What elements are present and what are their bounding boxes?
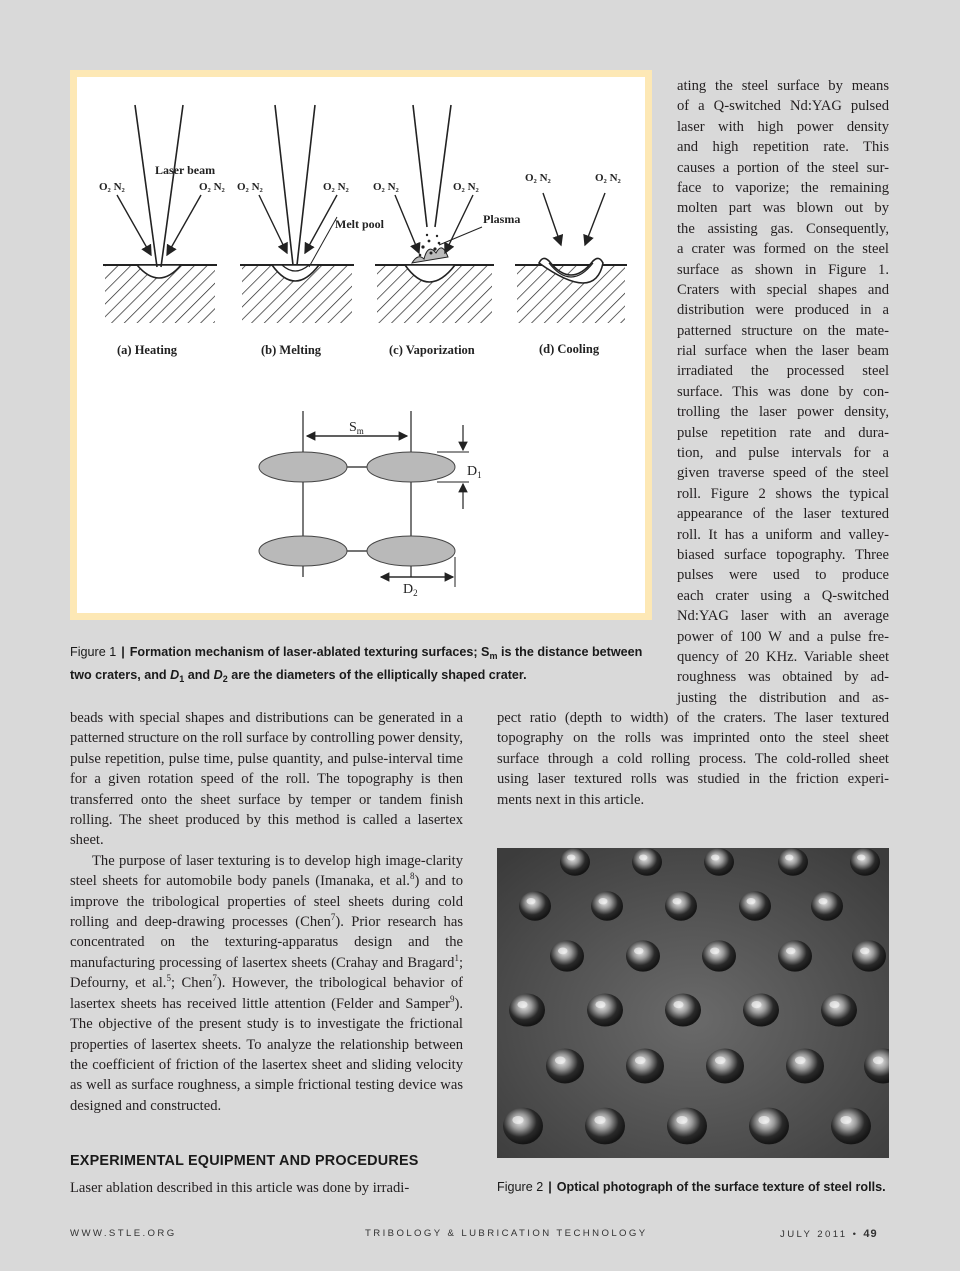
text-line: rial surface when the laser beam [677,343,889,360]
caption-separator: | [548,1180,552,1194]
plasma-label: Plasma [483,212,521,226]
gas-label: O₂ N₂ [525,172,551,184]
melting-label: (b) Melting [261,343,322,357]
caption-text: Formation mechanism of laser-ablated texturing surfaces; $S_m$ is the distance between two craters, and $D_1$ and $D_2$ are the diameters of the elliptically shaped crater. [70,645,643,684]
crater-highlight [860,948,870,955]
crater-spot [706,1049,744,1084]
crater-spot [667,1108,707,1145]
crater-highlight [594,1116,605,1124]
text-line: laser with high power density [677,118,889,135]
caption-label: Figure 2 [497,1180,544,1194]
crater-spot [585,1108,625,1145]
paragraph: beads with special shapes and distributions can be generated in a patterned structure on the roll surface by controlling power density, pulse repetition, pulse time, pulse quantity, and pulse-interval time for a given rotation speed of the roll. The topography is then transferred onto the sheet surface by temper or tandem finish rolling. The sheet produced by this method is called a lasertex sheet. [70,710,463,849]
crater-highlight [635,1057,646,1065]
crater-distribution [259,411,482,598]
footer-journal: TRIBOLOGY & LUBRICATION TECHNOLOGY [365,1228,648,1239]
crater-spot [702,940,736,971]
text-line: ments next in this article. [497,791,645,808]
caption-label: Figure 1 [70,645,117,659]
gas-label: O₂ N₂ [373,181,399,193]
right-column-text-top [677,76,889,708]
sm-label: $S_m$ [349,420,364,436]
crater-spot [831,1108,871,1145]
stage-melting [237,105,385,357]
text-line: ating the steel surface by means [677,78,889,94]
page-number: 49 [863,1228,878,1240]
melt-pool-label: Melt pool [335,217,384,231]
crater-spot [665,891,697,920]
text-line: roll. It has a uniform and valley- [677,526,889,543]
crater-spot [546,1049,584,1084]
figure-1 [70,70,652,620]
gas-label: O₂ N₂ [323,181,349,193]
footer-date-page: JULY 2011 • 49 [780,1228,878,1240]
crater-highlight [785,855,793,861]
text-line: topography on the rolls was imprinted onto the steel sheet [497,730,889,747]
crater-spot [743,993,779,1026]
text-line: irradiated the processed steel [677,363,889,380]
stage-vaporization [373,105,520,357]
crater-spot [550,940,584,971]
text-line: Craters with special shapes and [677,281,889,298]
crater-spot [786,1049,824,1084]
crater-spot [626,1049,664,1084]
crater-highlight [795,1057,806,1065]
text-line: power of 100 W and a pulse fre- [677,628,889,645]
footer-website: WWW.STLE.ORG [70,1228,177,1239]
crater-highlight [710,948,720,955]
crater-spot [519,891,551,920]
surface-texture-image [497,848,889,1158]
crater-highlight [512,1116,523,1124]
gas-label: O₂ N₂ [199,181,225,193]
cooling-label: (d) Cooling [539,342,600,356]
crater-spot [560,848,590,876]
figure-1-diagram [77,77,645,613]
crater-spot [778,940,812,971]
text-line: roughness was obtained by ad- [677,669,889,686]
text-line: surface through a cold rolling process. The cold-rolled sheet [497,750,889,767]
figure-1-caption [70,643,660,689]
text-line: quency of 20 KHz. Variable sheet [677,648,889,665]
caption-text: Optical photograph of the surface texture of steel rolls. [556,1180,886,1194]
crater-highlight [673,898,682,904]
crater-spot [850,848,880,876]
crater-spot [852,940,886,971]
crater-highlight [840,1116,851,1124]
crater-highlight [711,855,719,861]
text-line: a crater was formed on the steel [677,241,889,258]
crater-spot [821,993,857,1026]
crater-spot [778,848,808,876]
gas-label: O₂ N₂ [453,181,479,193]
crater-spot [739,891,771,920]
crater-highlight [517,1001,527,1008]
crater-spot [665,993,701,1026]
crater-spot [749,1108,789,1145]
text-line: tion, and pulse intervals for a [677,445,889,462]
crater-highlight [758,1116,769,1124]
stage-heating [99,105,226,357]
figure-2-caption [497,1178,889,1197]
text-line: biased surface topography. Three [677,546,889,563]
d2-label: $D_2$ [403,582,418,598]
crater-spot [632,848,662,876]
d1-label: $D_1$ [467,464,482,480]
crater-highlight [829,1001,839,1008]
text-line: molten part was blown out by [677,200,889,217]
crater-highlight [819,898,828,904]
text-line: pulses were used to produce [677,567,889,584]
text-line: the assisting gas. Consequently, [677,220,889,237]
crater-highlight [873,1057,884,1065]
text-line: Nd:YAG laser with an average [677,608,889,625]
section-heading: EXPERIMENTAL EQUIPMENT AND PROCEDURES [70,1153,419,1169]
crater-spot [509,993,545,1026]
heating-label: (a) Heating [117,343,178,357]
crater-spot [626,940,660,971]
text-line: given traverse speed of the steel [677,465,889,482]
crater-highlight [786,948,796,955]
text-line: appearance of the laser textured [677,506,889,523]
gas-label: O₂ N₂ [237,181,263,193]
crater-spot [591,891,623,920]
crater-highlight [558,948,568,955]
crater-highlight [751,1001,761,1008]
text-line: surface. This was done by con- [677,383,889,400]
gas-label: O₂ N₂ [99,181,125,193]
gas-label: O₂ N₂ [595,172,621,184]
text-line: using laser textured rolls was studied in the friction experi- [497,771,889,788]
crater-highlight [639,855,647,861]
text-line: patterned structure on the mate- [677,322,889,339]
crater-spot [503,1108,543,1145]
crater-spot [587,993,623,1026]
text-line: face to vaporize; the remaining [677,179,889,196]
left-column-text [70,708,463,1116]
crater-highlight [673,1001,683,1008]
text-line: each crater using a Q-switched [677,587,889,604]
paragraph: Laser ablation described in this article was done by irradi- [70,1180,410,1196]
crater-highlight [567,855,575,861]
crater-spot [704,848,734,876]
crater-highlight [857,855,865,861]
crater-highlight [599,898,608,904]
crater-highlight [747,898,756,904]
crater-highlight [555,1057,566,1065]
text-line: causes a portion of the steel sur- [677,159,889,176]
caption-separator: | [121,645,125,659]
crater-highlight [715,1057,726,1065]
text-line: roll. Figure 2 shows the typical [677,485,889,502]
text-line: trolling the laser power density, [677,404,889,421]
text-line: distribution were produced in a [677,302,889,319]
text-line: pulse repetition rate and dura- [677,424,889,441]
vaporization-label: (c) Vaporization [389,343,475,357]
text-line: pect ratio (depth to width) of the craters. The laser textured [497,710,889,726]
crater-highlight [595,1001,605,1008]
paragraph: The purpose of laser texturing is to develop high image-clarity steel sheets for automobile body panels (Imanaka, et al.$^8$) and to improve the tribological properties of steel sheets during cold rolling and deep-drawing processes (Chen$^7$). Prior research has concentrated on the texturing-apparatus design and the manufacturing processing of lasertex sheets (Crahay and Bragard$^1$; Defourny, et al.$^5$; Chen$^7$). However, the tribological behavior of lasertex sheets has received little attention (Felder and Samper$^9$). The objective of the present study is to investigate the frictional properties of lasertex sheets. To analyze the relationship between the coefficient of friction of the lasertex sheet and sliding velocity as well as surface roughness, a simple frictional testing device was designed and constructed. [70,852,464,1114]
figure-2-photo [497,848,889,1158]
text-line: surface as shown in Figure 1. [677,261,889,278]
stage-cooling [515,172,627,356]
laser-beam-label: Laser beam [155,163,216,177]
crater-highlight [634,948,644,955]
figure-1-panel [77,77,645,613]
crater-highlight [676,1116,687,1124]
crater-highlight [527,898,536,904]
text-line: of a Q-switched Nd:YAG pulsed [677,98,889,115]
text-line: and high repetition rate. This [677,139,889,156]
right-column-text-bottom [497,708,889,810]
crater-spot [811,891,843,920]
text-line: justing the distribution and as- [677,689,889,706]
